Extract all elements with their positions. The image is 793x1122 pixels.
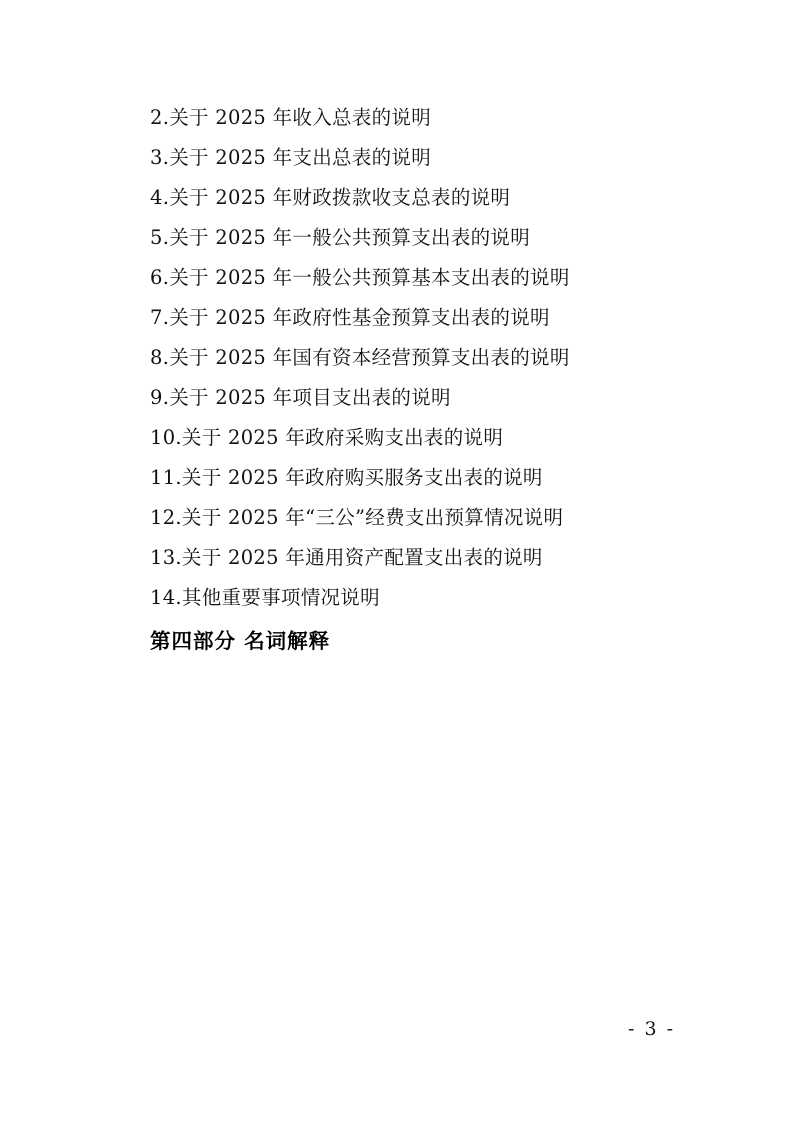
list-item: 14.其他重要事项情况说明 bbox=[150, 586, 380, 609]
list-item: 8.关于 2025 年国有资本经营预算支出表的说明 bbox=[150, 346, 570, 369]
list-item: 7.关于 2025 年政府性基金预算支出表的说明 bbox=[150, 306, 550, 329]
table-of-contents bbox=[150, 98, 650, 662]
list-item: 12.关于 2025 年“三公”经费支出预算情况说明 bbox=[150, 506, 564, 529]
list-item: 5.关于 2025 年一般公共预算支出表的说明 bbox=[150, 226, 531, 249]
list-item: 3.关于 2025 年支出总表的说明 bbox=[150, 146, 432, 169]
list-item: 4.关于 2025 年财政拨款收支总表的说明 bbox=[150, 186, 511, 209]
list-item: 2.关于 2025 年收入总表的说明 bbox=[150, 106, 432, 129]
list-item: 6.关于 2025 年一般公共预算基本支出表的说明 bbox=[150, 266, 570, 289]
section-heading: 第四部分 名词解释 bbox=[150, 629, 331, 653]
list-item: 13.关于 2025 年通用资产配置支出表的说明 bbox=[150, 546, 543, 569]
list-item: 11.关于 2025 年政府购买服务支出表的说明 bbox=[150, 466, 543, 489]
list-item: 10.关于 2025 年政府采购支出表的说明 bbox=[150, 426, 504, 449]
list-item: 9.关于 2025 年项目支出表的说明 bbox=[150, 386, 451, 409]
page-number: - 3 - bbox=[627, 1018, 675, 1040]
